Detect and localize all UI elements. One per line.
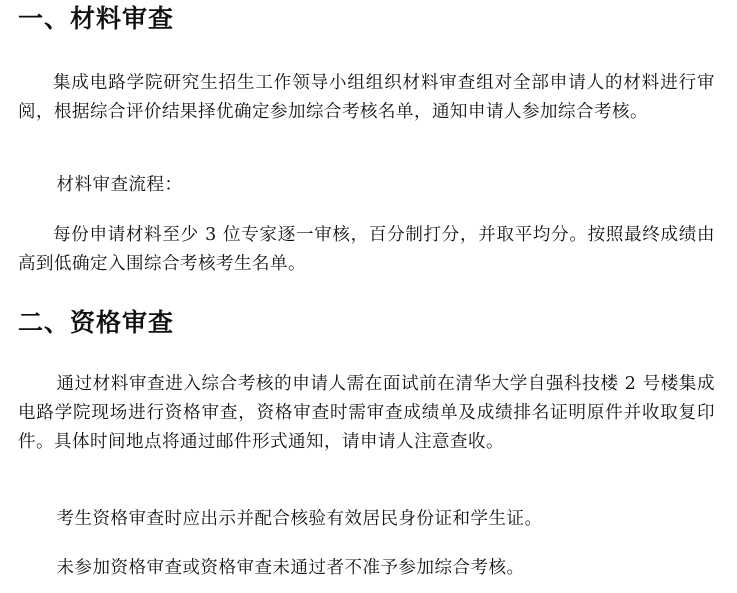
paragraph-id-verification: 考生资格审查时应出示并配合核验有效居民身份证和学生证。 [56, 509, 543, 529]
section-heading-qualification-review: 二、资格审查 [18, 308, 175, 337]
paragraph-material-review-process-label: 材料审查流程： [56, 175, 183, 195]
paragraph-failure-notice: 未参加资格审查或资格审查未通过者不准予参加综合考核。 [56, 558, 525, 578]
section-heading-material-review: 一、材料审查 [18, 4, 175, 33]
paragraph-qualification-review-intro: 通过材料审查进入综合考核的申请人需在面试前在清华大学自强科技楼 2 号楼集成电路学院现场进行资格审查，资格审查时需审查成绩单及成绩排名证明原件并收取复印件。具体时间地点将通过邮件形式通知，请申请人注意查收。 [18, 374, 715, 452]
paragraph-material-review-intro: 集成电路学院研究生招生工作领导小组组织材料审查组对全部申请人的材料进行审阅，根据综合评价结果择优确定参加综合考核名单，通知申请人参加综合考核。 [18, 73, 715, 122]
paragraph-material-review-process: 每份申请材料至少 3 位专家逐一审核，百分制打分，并取平均分。按照最终成绩由高到低确定入围综合考核考生名单。 [18, 225, 715, 274]
